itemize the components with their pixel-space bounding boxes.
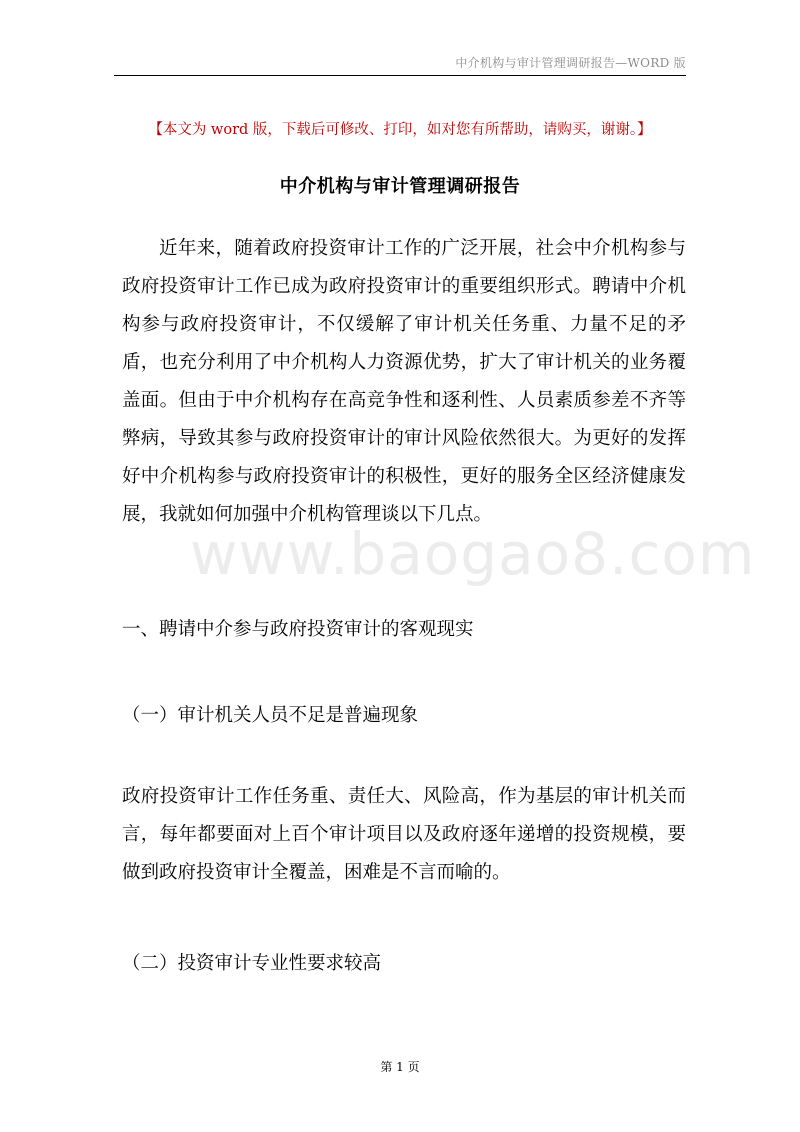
document-title: 中介机构与审计管理调研报告: [279, 176, 521, 197]
purchase-notice: 【本文为 word 版，下载后可修改、打印，如对您有所帮助，请购买，谢谢。】: [148, 122, 652, 138]
header-divider: [114, 75, 686, 76]
subsection-1-paragraph: 政府投资审计工作任务重、责任大、风险高，作为基层的审计机关而言，每年都要面对上百个审计项目以及政府逐年递增的投资规模，要做到政府投资审计全覆盖，困难是不言而喻的。: [122, 786, 686, 883]
running-header: 中介机构与审计管理调研报告—WORD 版: [455, 56, 686, 70]
subsection-2-heading: （二）投资审计专业性要求较高: [122, 953, 382, 974]
watermark: www.baogao8.com: [190, 520, 756, 588]
subsection-1-heading: （一）审计机关人员不足是普遍现象: [122, 705, 419, 726]
section-1-heading: 一、聘请中介参与政府投资审计的客观现实: [122, 619, 474, 640]
page-number: 第 1 页: [380, 1060, 420, 1074]
intro-paragraph: 近年来，随着政府投资审计工作的广泛开展，社会中介机构参与政府投资审计工作已成为政府投资审计的重要组织形式。聘请中介机构参与政府投资审计，不仅缓解了审计机关任务重、力量不足的矛盾，也充分利用了中介机构人力资源优势，扩大了审计机关的业务覆盖面。但由于中介机构存在高竞争性和逐利性、人员素质参差不齐等弊病，导致其参与政府投资审计的审计风险依然很大。为更好的发挥好中介机构参与政府投资审计的积极性，更好的服务全区经济健康发展，我就如何加强中介机构管理谈以下几点。: [122, 238, 686, 525]
